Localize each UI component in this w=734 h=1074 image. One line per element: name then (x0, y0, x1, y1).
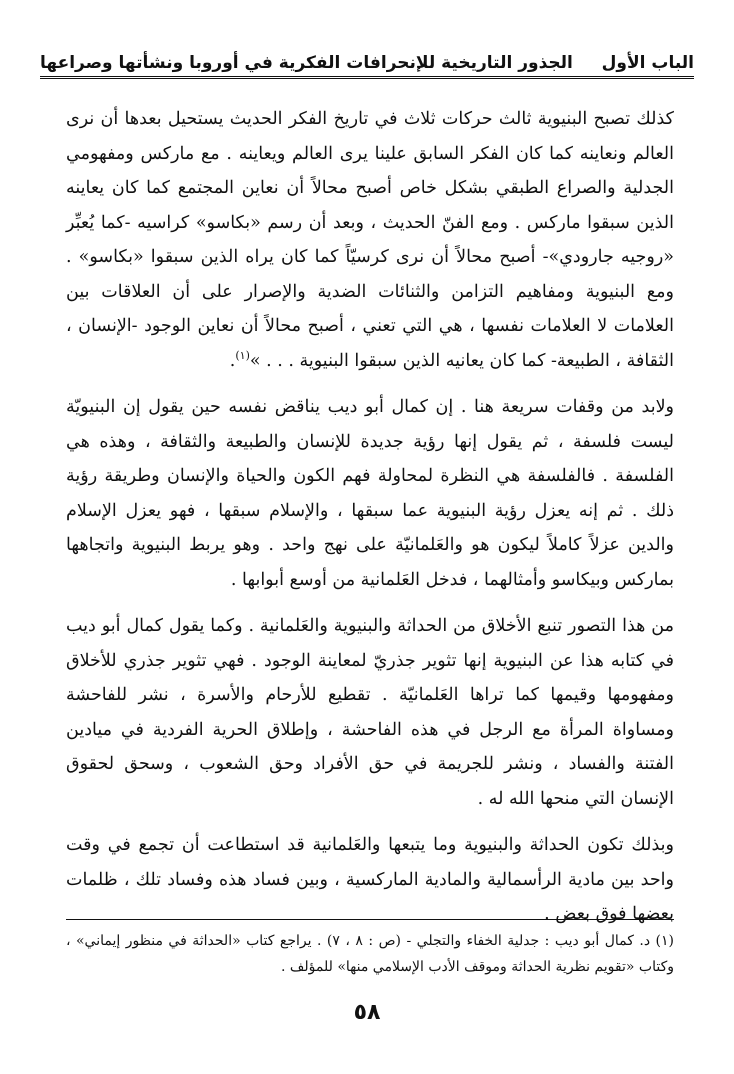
paragraph-3: من هذا التصور تنبع الأخلاق من الحداثة والبنيوية والعَلمانية . وكما يقول كمال أبو ديب في كتابه هذا عن البنيوية إنها تثوير جذريّ لمعاينة الوجود . فهي تثوير جذري للأخلاق ومفهومها وقيمها كما تراها العَلمانيّة . تقطيع للأرحام والأسرة ، نشر للفاحشة ومساواة المرأة مع الرجل في هذه الفاحشة ، وإطلاق الحرية الفردية في ميادين الفتنة والفساد ، ونشر للجريمة في حق الأفراد وحق الشعوب ، وسحق لحقوق الإنسان التي منحها الله له . (66, 616, 674, 809)
page-number: ٥٨ (353, 1000, 381, 1025)
paragraph-1: كذلك تصبح البنيوية ثالث حركات ثلاث في تاريخ الفكر الحديث يستحيل بعدها أن نرى العالم ونعاينه كما كان الفكر السابق علينا يرى العالم ويعاينه . مع ماركس ومفهومي الجدلية والصراع الطبقي بشكل خاص أصبح محالاً أن نعاين المجتمع كما كان يعاينه الذين سبقوا ماركس . ومع الفنّ الحديث ، وبعد أن رسم «بكاسو» كراسيه -كما يُعبِّر «روجيه جارودي»- أصبح محالاً أن نرى كرسيّاً كما كان يراه الذين سبقوا «بكاسو» . ومع البنيوية ومفاهيم التزامن والثنائات الضدية والإصرار على أن العلاقات بين العلامات لا العلامات نفسها ، هي التي تعني ، أصبح محالاً أن نعاين الوجود -الإنسان ، الثقافة ، الطبيعة- كما كان يعانيه الذين سبقوا البنيوية . . . »$^{(١)}$. (66, 109, 674, 371)
footnote-rule (66, 919, 674, 920)
running-header (40, 44, 694, 72)
paragraph-1-text: كذلك تصبح البنيوية ثالث حركات ثلاث في تاريخ الفكر الحديث يستحيل بعدها أن نرى العالم ونعاينه كما كان الفكر السابق علينا يرى العالم ويعاينه . مع ماركس ومفهومي الجدلية والصراع الطبقي بشكل خاص أصبح محالاً أن نعاين المجتمع كما كان يعاينه الذين سبقوا ماركس . ومع الفنّ الحديث ، وبعد أن رسم «بكاسو» كراسيه -كما يُعبِّر «روجيه جارودي»- أصبح محالاً أن نرى كرسيّاً كما كان يراه الذين سبقوا «بكاسو» . ومع البنيوية ومفاهيم التزامن والثنائات الضدية والإصرار على أن العلاقات بين العلامات لا العلامات نفسها ، هي التي تعني ، أصبح محالاً أن نعاين الوجود -الإنسان ، الثقافة ، الطبيعة- كما كان يعانيه الذين سبقوا البنيوية . . . » (66, 109, 674, 371)
footnotes (66, 928, 674, 980)
header-rule (40, 76, 694, 79)
footnote-1: (١) د. كمال أبو ديب : جدلية الخفاء والتجلي - (ص : ٨ ، ٧) . يراجع كتاب «الحداثة في منظور إيماني» ، وكتاب «تقويم نظرية الحداثة وموقف الأدب الإسلامي منها» للمؤلف . (66, 933, 674, 975)
footnote-reference: (١) (235, 348, 250, 362)
paragraph-4: وبذلك تكون الحداثة والبنيوية وما يتبعها والعَلمانية قد استطاعت أن تجمع في وقت واحد بين مادية الرأسمالية والمادية الماركسية ، وبين فساد هذه وفساد تلك ، ظلمات بعضها فوق بعض . (66, 835, 674, 924)
chapter-label: الباب الأول (601, 53, 694, 73)
paragraph-2: ولابد من وقفات سريعة هنا . إن كمال أبو ديب يناقض نفسه حين يقول إن البنيويّة ليست فلسفة ، ثم يقول إنها رؤية جديدة للإنسان والطبيعة والثقافة ، وهذه هي الفلسفة . فالفلسفة هي النظرة لمحاولة فهم الكون والحياة والإنسان وطريقة رؤية ذلك . ثم إنه يعزل رؤية البنيوية عما سبقها ، والإسلام سبقها ، فهو يعزل الإسلام والدين عزلاً كاملاً ليكون هو والعَلمانيّة على نهج واحد . وهو يربط البنيوية واتجاهها بماركس وبيكاسو وأمثالهما ، فدخل العَلمانية من أوسع أبوابها . (66, 397, 674, 590)
running-title: الجذور التاريخية للإنحرافات الفكرية في أوروبا ونشأتها وصراعها (40, 53, 573, 73)
body-text (66, 102, 674, 944)
